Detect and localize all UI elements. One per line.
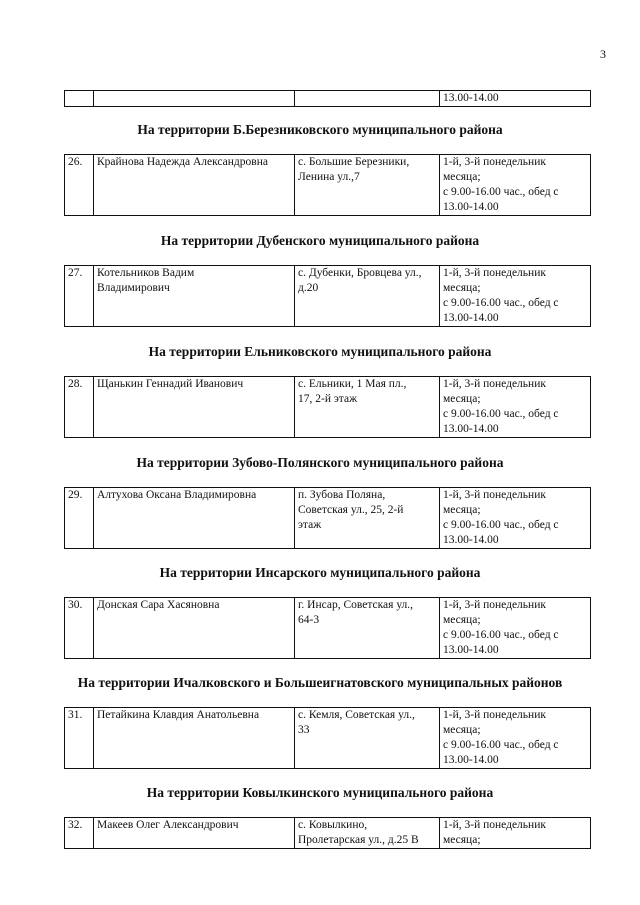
- person-name: Алтухова Оксана Владимировна: [94, 488, 295, 549]
- schedule: 1-й, 3-й понедельник месяца;: [440, 818, 591, 849]
- section-heading: На территории Инсарского муниципального района: [159, 565, 481, 580]
- person-name: Котельников Вадим Владимирович: [94, 266, 295, 327]
- address: с. Большие Березники, Ленина ул.,7: [295, 155, 440, 216]
- table-row: [64, 707, 591, 769]
- page-number: 3: [600, 47, 606, 61]
- schedule: 1-й, 3-й понедельник месяца; с 9.00-16.00 час., обед с 13.00-14.00: [440, 266, 591, 327]
- table-fragment: [64, 90, 591, 107]
- row-number: 32.: [65, 818, 94, 849]
- address: п. Зубова Поляна, Советская ул., 25, 2-й этаж: [295, 488, 440, 549]
- section-heading: На территории Ковылкинского муниципального района: [146, 785, 494, 800]
- address: г. Инсар, Советская ул., 64-3: [295, 598, 440, 659]
- person-name: Петайкина Клавдия Анатольевна: [94, 708, 295, 769]
- table-row: [64, 376, 591, 438]
- schedule: 1-й, 3-й понедельник месяца; с 9.00-16.00 час., обед с 13.00-14.00: [440, 708, 591, 769]
- schedule: 1-й, 3-й понедельник месяца; с 9.00-16.00 час., обед с 13.00-14.00: [440, 488, 591, 549]
- section-heading: На территории Ичалковского и Большеигнатовского муниципальных районов: [77, 675, 563, 690]
- row-number: 29.: [65, 488, 94, 549]
- row-number: 30.: [65, 598, 94, 659]
- schedule: 1-й, 3-й понедельник месяца; с 9.00-16.00 час., обед с 13.00-14.00: [440, 155, 591, 216]
- person-name: Макеев Олег Александрович: [94, 818, 295, 849]
- table-row: [64, 817, 591, 849]
- person-name: Щанькин Геннадий Иванович: [94, 377, 295, 438]
- schedule: 1-й, 3-й понедельник месяца; с 9.00-16.00 час., обед с 13.00-14.00: [440, 598, 591, 659]
- person-name: Крайнова Надежда Александровна: [94, 155, 295, 216]
- row-number: 27.: [65, 266, 94, 327]
- address: с. Ковылкино, Пролетарская ул., д.25 В: [295, 818, 440, 849]
- address: с. Дубенки, Бровцева ул., д.20: [295, 266, 440, 327]
- section-heading: На территории Б.Березниковского муниципального района: [137, 122, 503, 137]
- section-heading: На территории Ельниковского муниципального района: [148, 344, 492, 359]
- table-row: [64, 487, 591, 549]
- schedule: 1-й, 3-й понедельник месяца; с 9.00-16.00 час., обед с 13.00-14.00: [440, 377, 591, 438]
- row-number: 26.: [65, 155, 94, 216]
- section-heading: На территории Зубово-Полянского муниципального района: [136, 455, 504, 470]
- row-number: 31.: [65, 708, 94, 769]
- table-row: [64, 597, 591, 659]
- person-name: Донская Сара Хасяновна: [94, 598, 295, 659]
- schedule-cell: 13.00-14.00: [440, 91, 591, 107]
- table-row: [64, 154, 591, 216]
- address: с. Ельники, 1 Мая пл., 17, 2-й этаж: [295, 377, 440, 438]
- row-number: 28.: [65, 377, 94, 438]
- address: с. Кемля, Советская ул., 33: [295, 708, 440, 769]
- section-heading: На территории Дубенского муниципального района: [160, 233, 480, 248]
- table-row: [64, 265, 591, 327]
